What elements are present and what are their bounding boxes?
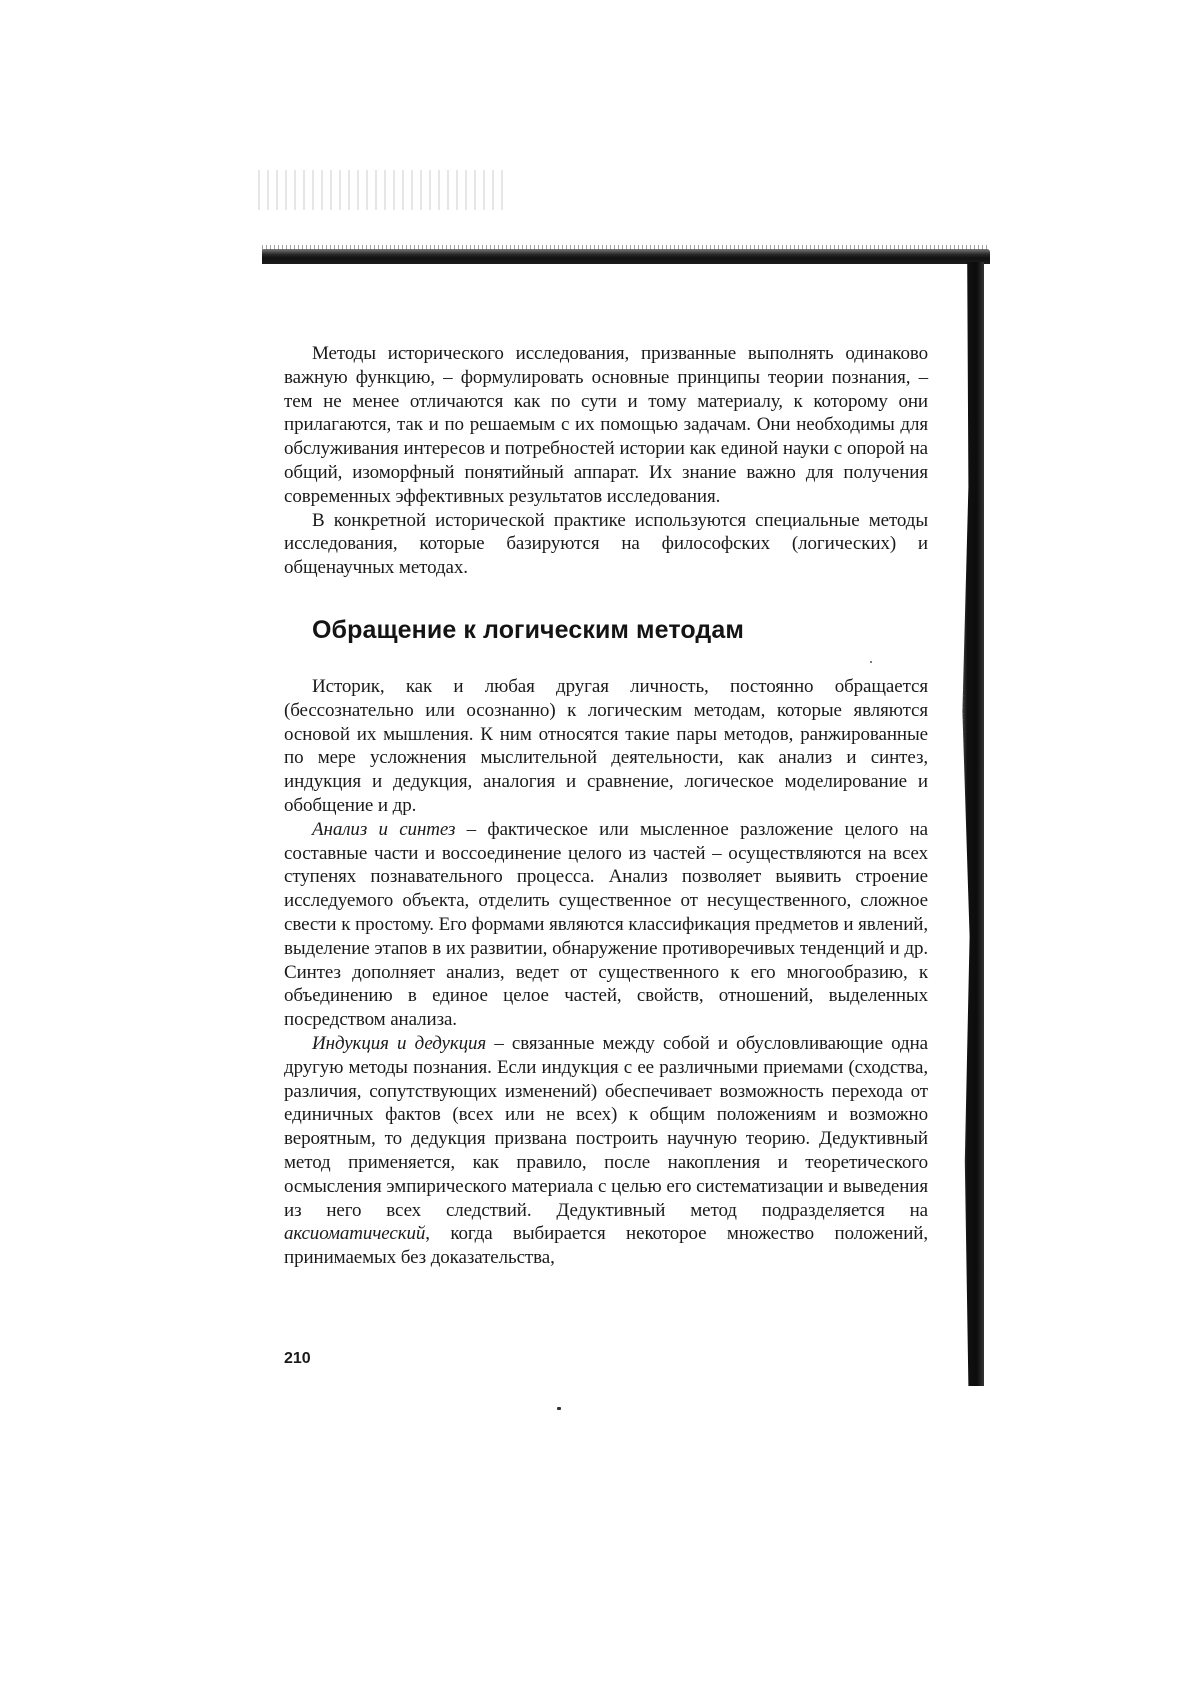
term-analysis-synthesis: Анализ и синтез xyxy=(312,818,456,840)
section-heading: Обращение к логическим методам xyxy=(312,615,744,644)
paragraph-induction-deduction xyxy=(284,1032,928,1270)
scan-noise xyxy=(258,170,508,210)
scan-edge-top xyxy=(262,249,990,264)
analysis-synthesis-text: – фактическое или мысленное разложение целого на составные части и воссоединение целого из частей – осуществляются на всех ступенях познавательного процесса. Анализ позволяет выявить строение исследуемого объекта, отделить существенное от несущественного, сложное свести к простому. Его формами являются классификация предметов и явлений, выделение этапов в их развитии, обнаружение противоречивых тенденций и др. Синтез дополняет анализ, ведет от существенного к его многообразию, к объединению в единое целое частей, свойств, отношений, выделенных посредством анализа. xyxy=(284,818,929,1031)
paragraph-analysis-synthesis xyxy=(284,818,928,1032)
page-number: 210 xyxy=(284,1350,311,1367)
paragraph-logical-methods: Историк, как и любая другая личность, постоянно обращается (бессознательно или осознанно) к логическим методам, которые являются основой их мышления. К ним относятся такие пары методов, ранжированные по мере усложнения мыслительной деятельности, как анализ и синтез, индукция и дедукция, аналогия и сравнение, логическое моделирование и обобщение и др. xyxy=(284,675,928,816)
page-text-column xyxy=(284,342,928,1270)
term-induction-deduction: Индукция и дедукция xyxy=(312,1032,487,1054)
paragraph-methods: Методы исторического исследования, призванные выполнять одинаково важную функцию, – формулировать основные принципы теории познания, – тем не менее отличаются как по сути и тому материалу, к которому они прилагаются, так и по решаемым с их помощью задачам. Они необходимы для обслуживания интересов и потребностей истории как единой науки с опорой на общий, изоморфный понятийный аппарат. Их знание важно для получения современных эффективных результатов исследования. xyxy=(284,343,928,507)
paragraph-practice: В конкретной исторической практике используются специальные методы исследования, которые базируются на философских (логических) и общенаучных методах. xyxy=(284,509,928,579)
term-axiomatic: аксиоматический xyxy=(284,1223,426,1245)
scan-speck-bottom xyxy=(557,1407,561,1410)
scan-edge-right xyxy=(960,262,984,1386)
induction-text-after: , когда выбирается некоторое множество положений, принимаемых без доказательства, xyxy=(284,1223,928,1269)
induction-text-before: – связанные между собой и обусловливающие одна другую методы познания. Если индукция с ее различными приемами (сходства, различия, сопутствующих изменений) обеспечивает возможность перехода от единичных фактов (всех или не всех) к общим положениям и возможно вероятным, то дедукция призвана построить научную теорию. Дедуктивный метод применяется, как правило, после накопления и теоретического осмысления эмпирического материала с целью его систематизации и выведения из него всех следствий. Дедуктивный метод подразделяется на xyxy=(284,1032,928,1221)
